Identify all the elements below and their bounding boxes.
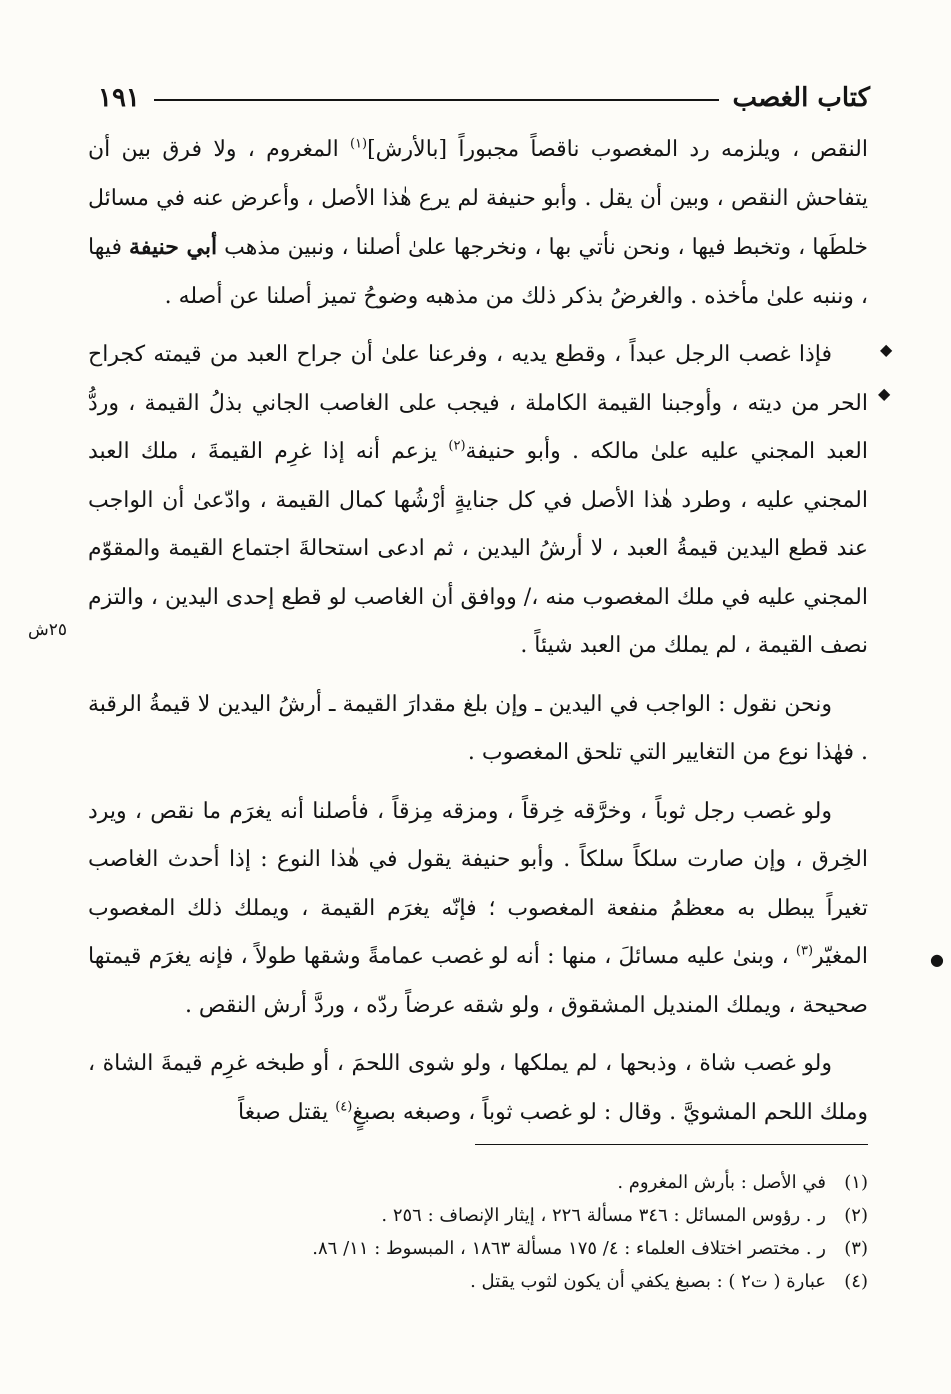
bold-text: أبي حنيفة — [129, 234, 218, 260]
footnote-number: (١) — [844, 1172, 868, 1193]
footnote-rule — [475, 1144, 868, 1145]
margin-mark-icon: ◆ — [880, 340, 893, 359]
main-text — [88, 126, 868, 1147]
text-segment: ولو غصب شاة ، وذبحها ، لم يملكها ، ولو شوى اللحمَ ، أو طبخه غرِم قيمةَ الشاة ، وملك اللحم المشويَّ . وقال : لو غصب ثوباً ، وصبغه بصبغٍ — [88, 1051, 868, 1125]
header-rule — [154, 99, 719, 101]
footnote-text: في الأصل : بأرش المغروم . — [617, 1172, 826, 1193]
footnote-text: ر . مختصر اختلاف العلماء : ٤/ ١٧٥ مسألة ١٨٦٣ ، المبسوط : ١١/ ٨٦. — [312, 1238, 826, 1259]
text-segment: يزعم أنه إذا غرِم القيمةَ ، ملك العبد المجني عليه ، وطرد هٰذا الأصل في كل جنايةٍ أرْشُها كمال القيمة ، وادّعىٰ أن الواجب عند قطع اليدين قيمةُ العبد ، لا أرشُ اليدين ، ثم ادعى استحالةَ اجتماع القيمة والمقوّم المجني عليه في ملك المغصوب منه ،/ ووافق أن الغاصب لو قطع إحدى اليدين ، والتزم نصف القيمة ، لم يملك من العبد شيئاً . — [88, 439, 868, 658]
text-segment: فيها ، وننبه علىٰ مأخذه . والغرضُ بذكر ذلك من مذهبه وضوحُ تميز أصلنا عن أصله . — [88, 235, 868, 309]
text-segment: فإذا غصب الرجل عبداً ، وقطع يديه ، وفرعنا علىٰ أن جراح العبد من قيمته كجراح الحر من ديته ، وأوجبنا القيمة الكاملة ، فيجب على الغاصب الجاني بذلُ القيمة ، وردُّ العبد المجني عليه علىٰ مالكه . وأبو حنيفة — [88, 342, 868, 464]
footnote-ref: (٣) — [795, 943, 814, 959]
footnote-ref: (٢) — [448, 438, 466, 454]
text-segment: النقص ، ويلزمه رد المغصوب ناقصاً مجبوراً [بالأرش] — [367, 137, 868, 162]
footnote — [200, 1265, 868, 1298]
running-header — [98, 78, 870, 118]
chapter-title: كتاب الغصب — [732, 83, 870, 113]
text-segment: المغروم ، ولا فرق بين أن يتفاحش النقص ، وبين أن يقل . وأبو حنيفة لم يرع هٰذا الأصل ، وأعرض عنه في مسائل خلطَها ، وتخبط فيها ، ونحن نأتي بها ، ونخرجها علىٰ أصلنا ، ونبين مذهب — [88, 137, 868, 260]
footnote — [200, 1166, 868, 1199]
footnote-number: (٤) — [844, 1271, 868, 1292]
text-segment: يقتل صبغاً — [238, 1099, 336, 1125]
text-segment: ، وبنىٰ عليه مسائلَ ، منها : أنه لو غصب عمامةً وشقها طولاً ، فإنه يغرَم قيمتها صحيحة ، ويملك المنديل المشقوق ، ولو شقه عرضاً ردّه ، وردَّ أرش النقص . — [88, 944, 868, 1018]
text-segment: ونحن نقول : الواجب في اليدين ـ وإن بلغ مقدارَ القيمة ـ أرشُ اليدين لا قيمةُ الرقبة . فهٰذا نوع من التغايير التي تلحق المغصوب . — [88, 691, 868, 765]
footnote-text: ر . رؤوس المسائل : ٣٤٦ مسألة ٢٢٦ ، إيثار الإنصاف : ٢٥٦ . — [381, 1205, 826, 1226]
page-number: ١٩١ — [98, 83, 140, 113]
paragraph — [88, 126, 868, 321]
footnote — [200, 1199, 868, 1232]
footnotes — [200, 1166, 868, 1298]
margin-mark-icon: ● — [930, 950, 944, 969]
manuscript-folio-note: ٢٥ش — [28, 620, 68, 640]
paragraph — [88, 788, 868, 1031]
footnote-number: (٣) — [844, 1238, 868, 1259]
paragraph — [88, 681, 868, 778]
text-segment: ولو غصب رجل ثوباً ، وخرَّقه خِرقاً ، ومزقه مِزقاً ، فأصلنا أنه يغرَم ما نقص ، ويرد الخِرق ، وإن صارت سلكاً سلكاً . وأبو حنيفة يقول في هٰذا النوع : إذا أحدث الغاصب تغيراً يبطل به معظمُ منفعة المغصوب ؛ فإنّه يغرَم القيمة ، ويملك ذلك المغصوب المغيّر — [88, 798, 868, 969]
paragraph — [88, 331, 868, 671]
footnote-text: عبارة ( ت٢ ) : بصبغ يكفي أن يكون لثوب يقتل . — [470, 1271, 826, 1292]
footnote — [200, 1232, 868, 1265]
footnote-ref: (٤) — [335, 1099, 353, 1115]
paragraph — [88, 1040, 868, 1137]
margin-mark-icon: ◆ — [878, 384, 891, 403]
footnote-ref: (١) — [349, 136, 368, 152]
footnote-number: (٢) — [844, 1205, 868, 1226]
